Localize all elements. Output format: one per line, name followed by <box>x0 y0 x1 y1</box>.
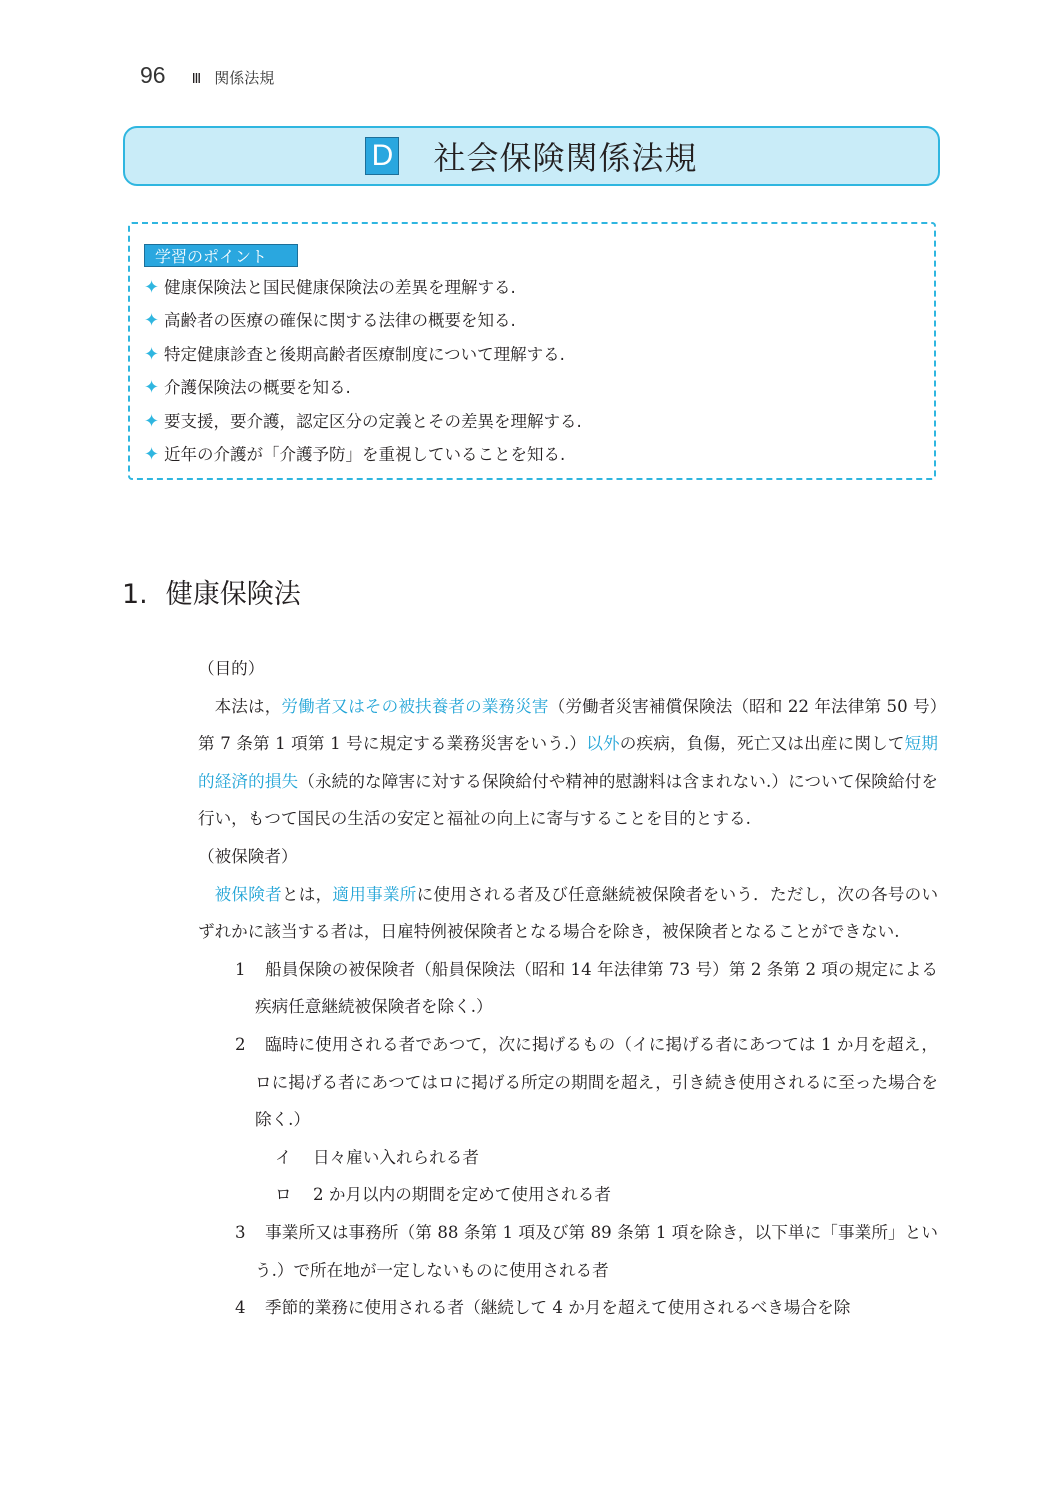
list-item <box>144 375 582 408</box>
item-number: 3 <box>235 1222 246 1242</box>
sparkle-bullet-icon: ✦ <box>144 277 160 298</box>
text-run: に使用される者及び任意継続被保険者をいう．ただし，次の各号のいずれかに該当する者は，日雇特例被保険者となる場合を除き，被保険者となることができない. <box>198 884 939 942</box>
article-body <box>198 650 938 1327</box>
list-item <box>144 308 582 341</box>
section-title: 健康保険法 <box>165 579 301 610</box>
text-run: とは， <box>281 884 333 904</box>
item-text: 事業所又は事務所（第 88 条第 1 項及び第 89 条第 1 項を除き，以下単に「事業所」という.）で所在地が一定しないものに使用される者 <box>255 1222 938 1280</box>
list-item <box>198 951 938 1026</box>
text-run: 本法は， <box>214 696 282 716</box>
purpose-label: （目的） <box>198 659 265 678</box>
insured-label: （被保険者） <box>198 846 298 866</box>
point-text: 特定健康診査と後期高齢者医療制度について理解する. <box>164 344 565 364</box>
banner-title: 社会保険関係法規 <box>433 139 698 177</box>
section-banner <box>123 126 940 186</box>
item-text: 船員保険の被保険者（船員保険法（昭和 14 年法律第 73 号）第 2 条第 2 項の規定による疾病任意継続被保険者を除く.） <box>255 959 938 1017</box>
point-text: 高齢者の医療の確保に関する法律の概要を知る. <box>164 311 516 331</box>
item-number: 2 <box>235 1034 246 1054</box>
item-number: ロ <box>275 1185 292 1205</box>
point-text: 健康保険法と国民健康保険法の差異を理解する. <box>164 278 516 297</box>
item-text: 臨時に使用される者であつて，次に掲げるもの（イに掲げる者にあつては 1 か月を超え，ロに掲げる者にあつてはロに掲げる所定の期間を超え，引き続き使用されるに至った場合を除く.） <box>255 1034 938 1130</box>
learning-points-box <box>128 222 936 480</box>
sparkle-bullet-icon: ✦ <box>144 343 160 365</box>
list-item <box>198 1214 938 1289</box>
sparkle-bullet-icon: ✦ <box>144 410 160 432</box>
list-item <box>198 1176 938 1214</box>
text-run: （永続的な障害に対する保険給付や精神的慰謝料は含まれない.）について保険給付を行い，もつて国民の生活の安定と福祉の向上に寄与することを目的とする. <box>198 771 938 829</box>
highlight-term: 以外 <box>586 734 620 754</box>
list-item <box>144 342 582 375</box>
item-number: 4 <box>235 1298 246 1318</box>
learning-points-tag: 学習のポイント <box>144 244 298 267</box>
part-number: Ⅲ <box>191 72 201 87</box>
section-heading <box>122 572 301 611</box>
highlight-term: 適用事業所 <box>332 884 417 904</box>
item-text: 季節的業務に使用される者（継続して 4 か月を超えて使用されるべき場合を除 <box>265 1298 851 1318</box>
page-number: 96 <box>140 62 166 88</box>
item-number: 1 <box>235 959 246 979</box>
point-text: 要支援，要介護，認定区分の定義とその差異を理解する. <box>164 411 582 431</box>
page-header <box>140 62 274 92</box>
list-item <box>198 1289 938 1327</box>
list-item <box>144 442 582 475</box>
highlight-term: 労働者又はその被扶養者の業務災害 <box>281 696 549 716</box>
point-text: 介護保険法の概要を知る. <box>164 378 351 398</box>
text-run: の疾病，負傷，死亡又は出産に関して <box>619 734 905 754</box>
highlight-term: 被保険者 <box>214 884 282 904</box>
sparkle-bullet-icon: ✦ <box>144 443 160 465</box>
item-text: 2 か月以内の期間を定めて使用される者 <box>313 1185 611 1205</box>
purpose-paragraph <box>198 688 938 838</box>
list-item <box>198 1026 938 1139</box>
sparkle-bullet-icon: ✦ <box>144 377 160 399</box>
item-text: 日々雇い入れられる者 <box>313 1147 479 1167</box>
list-item <box>198 1139 938 1177</box>
insured-paragraph <box>198 876 938 951</box>
list-item <box>144 409 582 442</box>
section-number: 1. <box>122 579 148 610</box>
point-text: 近年の介護が「介護予防」を重視していることを知る. <box>164 444 566 464</box>
learning-points-list <box>144 275 582 475</box>
text-run: （労働者災害補償保険法（昭和 22 年法律第 50 号）第 7 条第 1 項第 1 号に規定する業務災害をいう.） <box>198 696 939 754</box>
banner-letter: D <box>365 137 399 175</box>
item-number: イ <box>275 1147 292 1167</box>
part-title: 関係法規 <box>214 69 275 87</box>
highlight-term: 短期的経済的損失 <box>198 734 939 791</box>
list-item <box>144 275 582 308</box>
sparkle-bullet-icon: ✦ <box>144 310 160 332</box>
